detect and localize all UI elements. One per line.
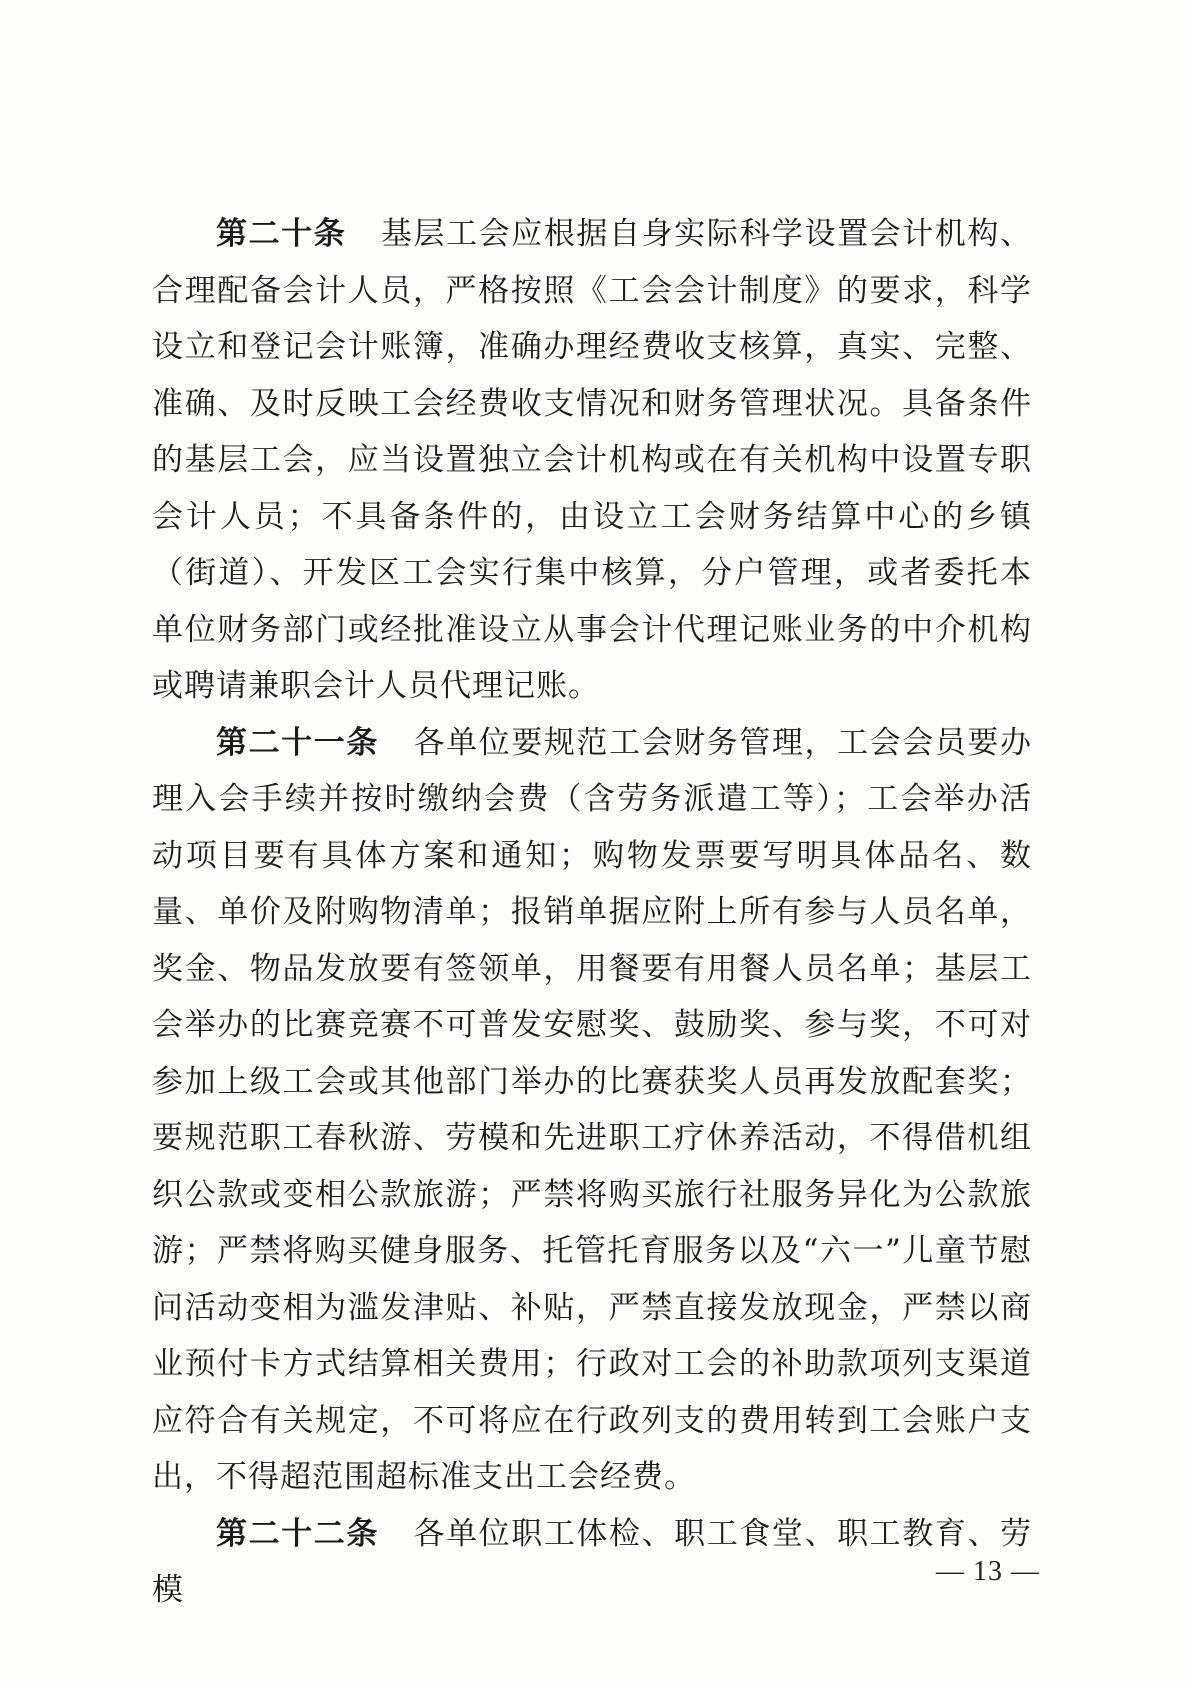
article-20-title: 第二十条 xyxy=(216,216,347,252)
article-20-body: 基层工会应根据自身实际科学设置会计机构、合理配备会计人员，严格按照《工会会计制度》的要求，科学设立和登记会计账簿，准确办理经费收支核算，真实、完整、准确、及时反映工会经费收支情况和财务管理状况。具备条件的基层工会，应当设置独立会计机构或在有关机构中设置专职会计人员；不具备条件的，由设立工会财务结算中心的乡镇（街道）、开发区工会实行集中核算，分户管理，或者委托本单位财务部门或经批准设立从事会计代理记账业务的中介机构或聘请兼职会计人员代理记账。 xyxy=(152,216,1033,704)
article-21-body: 各单位要规范工会财务管理，工会会员要办理入会手续并按时缴纳会费（含劳务派遣工等）；工会举办活动项目要有具体方案和通知；购物发票要写明具体品名、数量、单价及附购物清单；报销单据应附上所有参与人员名单，奖金、物品发放要有签领单，用餐要有用餐人员名单；基层工会举办的比赛竞赛不可普发安慰奖、鼓励奖、参与奖，不可对参加上级工会或其他部门举办的比赛获奖人员再发放配套奖；要规范职工春秋游、劳模和先进职工疗休养活动，不得借机组织公款或变相公款旅游；严禁将购买旅行社服务异化为公款旅游；严禁将购买健身服务、托管托育服务以及“六一”儿童节慰问活动变相为滥发津贴、补贴，严禁直接发放现金，严禁以商业预付卡方式结算相关费用；行政对工会的补助款项列支渠道应符合有关规定，不可将应在行政列支的费用转到工会账户支出，不得超范围超标准支出工会经费。 xyxy=(152,724,1033,1495)
article-21-title: 第二十一条 xyxy=(216,724,379,761)
page-number: — 13 — xyxy=(936,1556,1040,1587)
document-body xyxy=(152,206,1032,1619)
article-21 xyxy=(152,715,1032,1506)
article-22-body: 各单位职工体检、职工食堂、职工教育、劳模 xyxy=(152,1515,1033,1608)
article-22-title: 第二十二条 xyxy=(216,1515,379,1552)
article-20 xyxy=(152,206,1032,715)
article-22 xyxy=(152,1506,1032,1619)
